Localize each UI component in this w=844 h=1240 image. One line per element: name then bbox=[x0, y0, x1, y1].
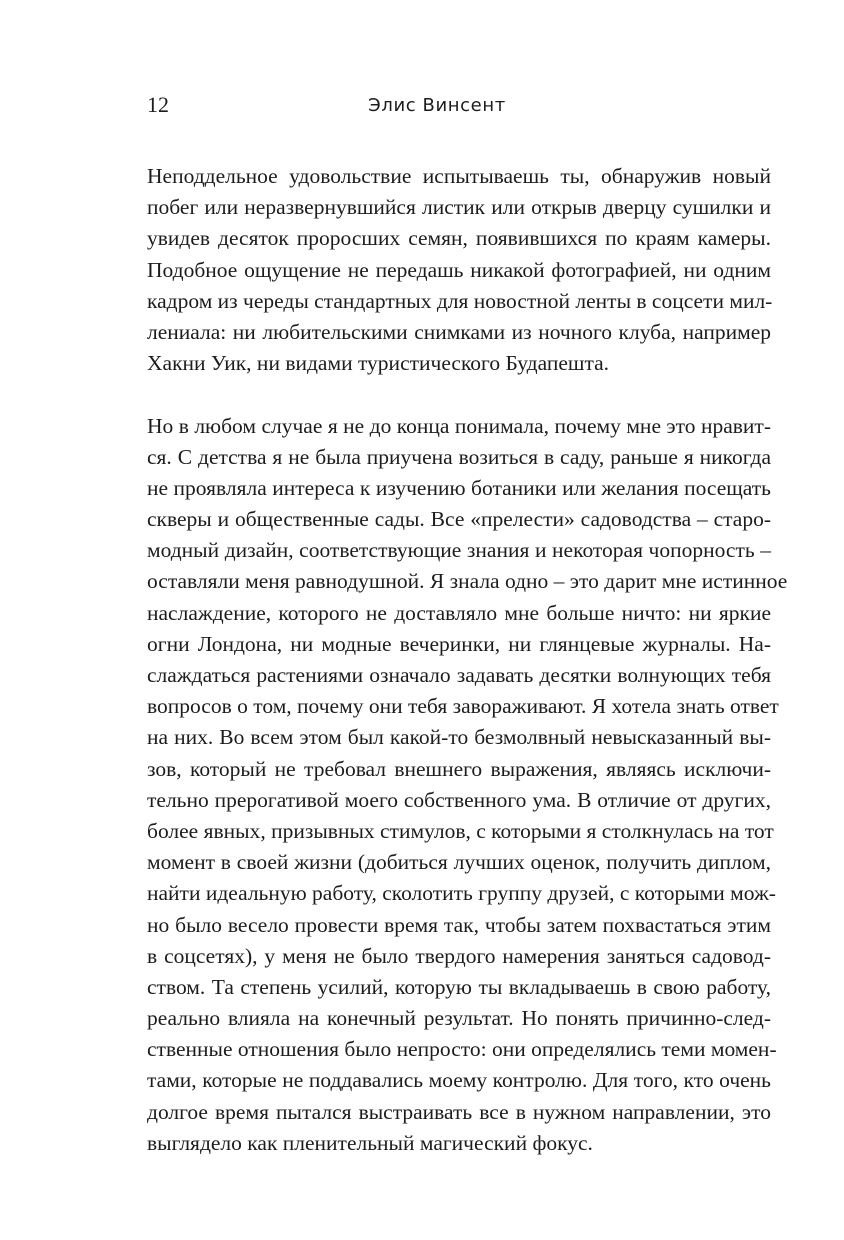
text-line: Хакни Уик, ни видами туристического Будапешта. bbox=[147, 351, 610, 376]
text-line: выглядело как пленительный магический фокус. bbox=[147, 1130, 593, 1155]
text-line: слаждаться растениями означало задавать десятки волнующих тебя bbox=[147, 663, 771, 687]
text-line: зов, который не требовал внешнего выражения, являясь исключи- bbox=[147, 756, 771, 781]
paragraph-break bbox=[147, 379, 771, 410]
text-line: Подобное ощущение не передашь никакой фотографией, ни одним bbox=[147, 257, 771, 282]
paragraph-2 bbox=[147, 411, 788, 1160]
text-line: тельно прерогативой моего собственного ума. В отличие от других, bbox=[147, 787, 771, 812]
body-text bbox=[147, 161, 788, 1159]
text-line: момент в своей жизни (добиться лучших оценок, получить диплом, bbox=[147, 850, 771, 875]
text-line: ством. Та степень усилий, которую ты вкладываешь в свою работу, bbox=[147, 974, 771, 999]
page-number: 12 bbox=[147, 92, 169, 117]
text-line: оставляли меня равнодушной. Я знала одно – это дарит мне истинное bbox=[147, 569, 788, 594]
text-line: ся. С детства я не была приучена возиться в саду, раньше я никогда bbox=[147, 444, 771, 469]
text-line: найти идеальную работу, сколотить группу друзей, с которыми мож- bbox=[147, 881, 776, 906]
text-line: огни Лондона, ни модные вечеринки, ни глянцевые журналы. На- bbox=[147, 631, 771, 656]
text-line: на них. Во всем этом был какой-то безмолвный невысказанный вы- bbox=[147, 725, 771, 750]
text-line: наслаждение, которого не доставляло мне больше ничто: ни яркие bbox=[147, 600, 771, 625]
text-line: Но в любом случае я не до конца понимала, почему мне это нравит- bbox=[147, 413, 771, 438]
text-line: тами, которые не поддавались моему контролю. Для того, кто очень bbox=[147, 1068, 771, 1093]
paragraph-1 bbox=[147, 161, 771, 379]
text-line: увидев десяток проросших семян, появившихся по краям камеры. bbox=[147, 226, 771, 251]
text-line: лениала: ни любительскими снимками из ночного клуба, например bbox=[147, 319, 771, 344]
text-line: побег или неразвернувшийся листик или открыв дверцу сушилки и bbox=[147, 195, 771, 220]
text-line: в соцсетях), у меня не было твердого намерения заняться садовод- bbox=[147, 943, 771, 968]
text-line: не проявляла интереса к изучению ботаники или желания посещать bbox=[147, 475, 771, 500]
text-line: кадром из череды стандартных для новостной ленты в соцсети мил- bbox=[147, 288, 773, 313]
text-line: реально влияла на конечный результат. Но понять причинно-след- bbox=[147, 1006, 771, 1031]
text-line: более явных, призывных стимулов, с которыми я столкнулась на тот bbox=[147, 818, 774, 843]
text-line: модный дизайн, соответствующие знания и некоторая чопорность – bbox=[147, 538, 771, 563]
text-line: ственные отношения было непросто: они определялись теми момен- bbox=[147, 1037, 777, 1062]
text-line: но было весело провести время так, чтобы затем похвастаться этим bbox=[147, 912, 771, 937]
text-line: вопросов о том, почему они тебя завораживают. Я хотела знать ответ bbox=[147, 694, 779, 719]
running-title: Элис Винсент bbox=[368, 95, 506, 116]
text-line: Неподдельное удовольствие испытываешь ты, обнаружив новый bbox=[147, 164, 771, 188]
text-line: скверы и общественные сады. Все «прелести» садоводства – старо- bbox=[147, 507, 771, 532]
text-line: долгое время пытался выстраивать все в нужном направлении, это bbox=[147, 1099, 771, 1124]
